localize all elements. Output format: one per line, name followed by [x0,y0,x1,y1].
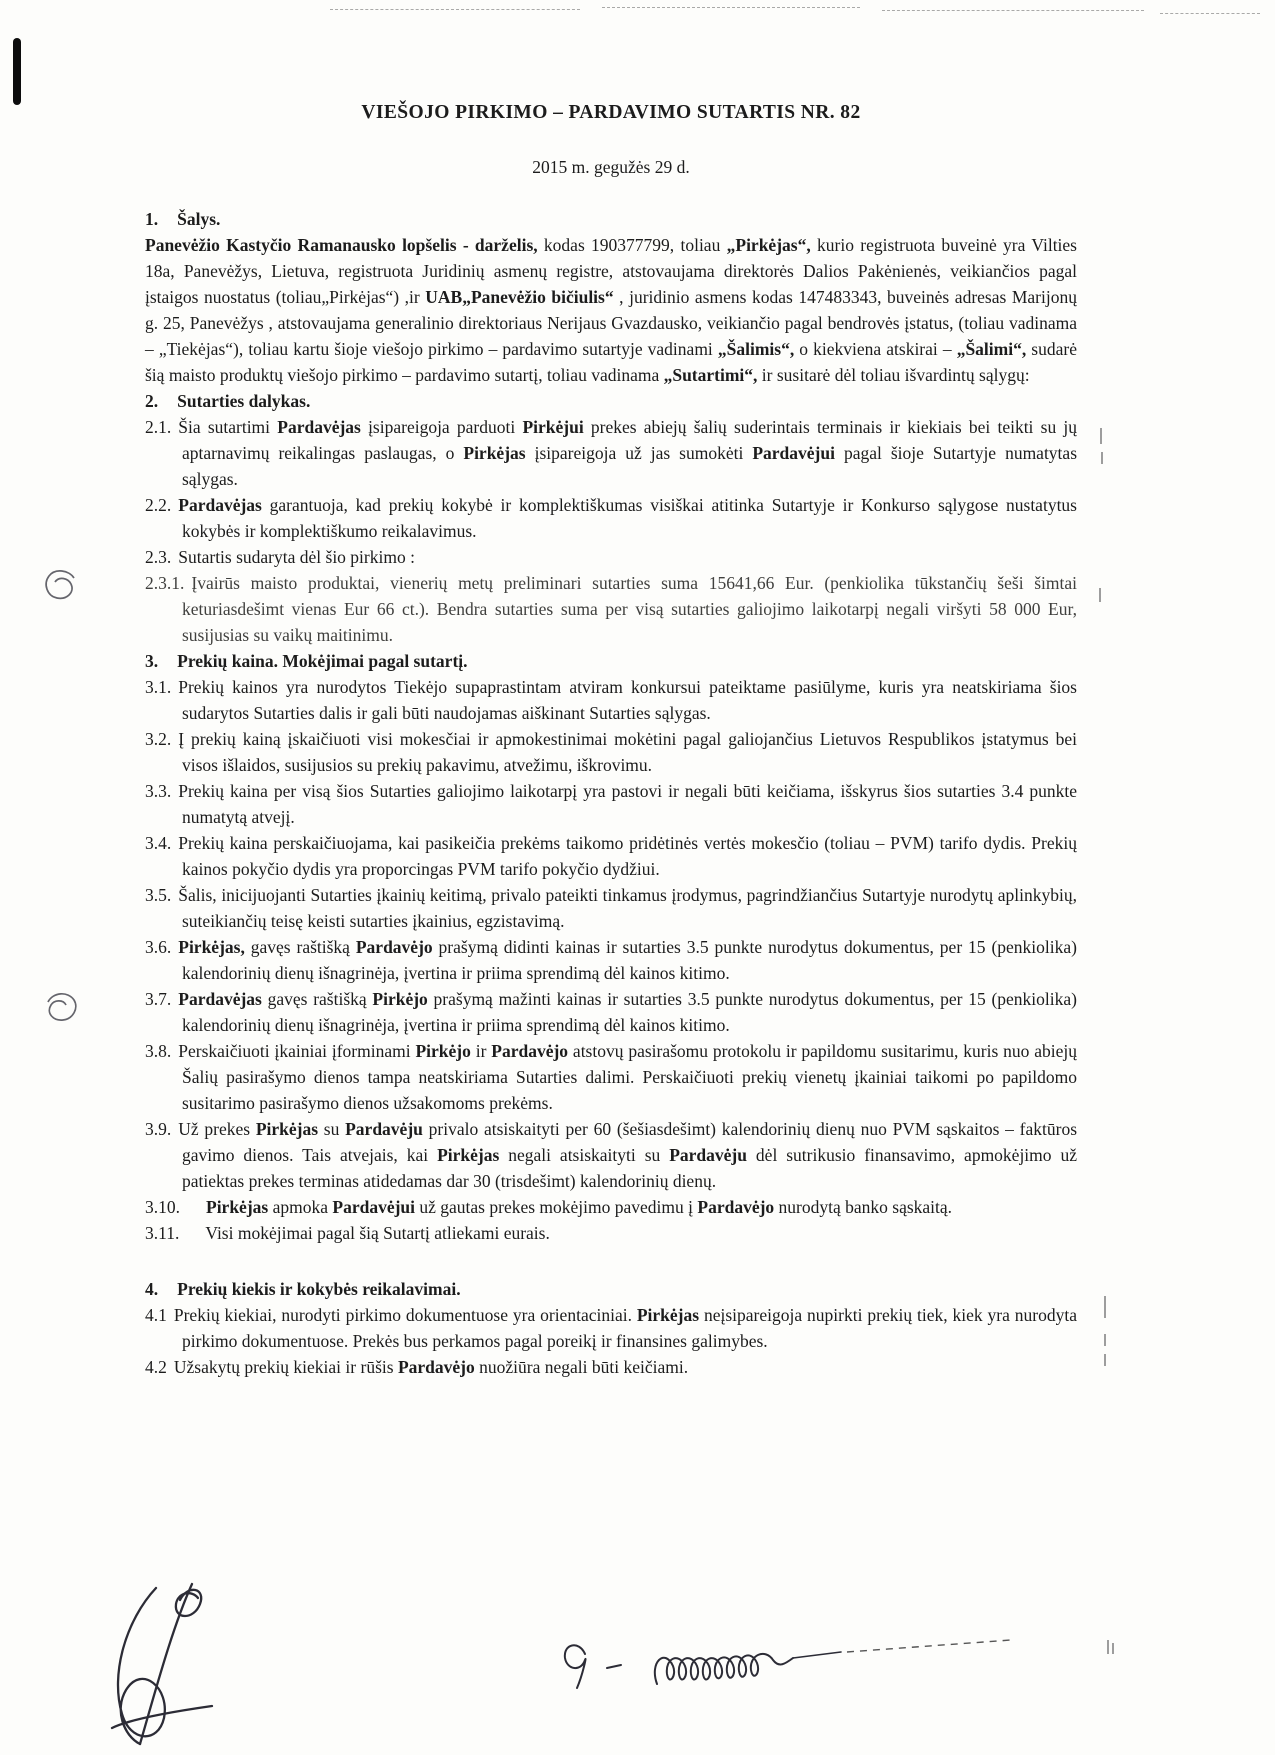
text-run: UAB„Panevėžio bičiulis“ [425,287,614,307]
text-run: Pardavėju [669,1145,747,1165]
clause-number: 2.3. [145,547,172,567]
paragraph [145,232,1077,388]
text-run: ir susitarė dėl toliau išvardintų sąlygų: [757,365,1030,385]
clause-number: 3.7. [145,989,172,1009]
text-run: gavęs raštišką [261,989,373,1009]
scan-edge-dashes [882,10,1144,11]
document-content [145,100,1077,1380]
scan-edge-mark [1104,1354,1106,1366]
numbered-clause [145,492,1077,544]
clause-number: 4. [145,1279,159,1299]
text-run: Pardavėju [345,1119,423,1139]
text-run: Už prekes [178,1119,256,1139]
text-run: Pirkėjas [206,1197,269,1217]
scan-edge-dashes [602,7,860,8]
text-run: Prekių kiekis ir kokybės reikalavimai. [177,1279,461,1299]
text-run: Pardavėjas [178,495,262,515]
text-run: Prekių kainos yra nurodytos Tiekėjo supaprastintam atviram konkursui pateiktame pasiūlyme, kuris yra neatskiriama šios sudarytos Sutarties dalis ir gali būti naudojamas aiškinant Sutarties sąlygas. [178,677,1077,723]
text-run: apmoka [268,1197,333,1217]
text-run: įsipareigoja už jas sumokėti [525,443,753,463]
scan-edge-dashes [330,9,580,10]
clause-number: 2.1. [145,417,172,437]
text-run: garantuoja, kad prekių kokybė ir komplektiškumas visiškai atitinka Sutartyje ir Konkurso sąlygose nustatytus kokybės ir komplektiškumo reikalavimus. [182,495,1077,541]
text-run: Prekių kaina perskaičiuojama, kai pasikeičia prekėms taikomo pridėtinės vertės mokesčio (toliau – PVM) tarifo dydis. Prekių kainos pokyčio dydis yra proporcingas PVM tarifo pokyčio dydžiui. [178,833,1077,879]
text-run: Pardavėjas [178,989,262,1009]
scan-edge-mark [1104,1296,1106,1318]
numbered-clause [145,986,1077,1038]
text-run: kodas 190377799, toliau [537,235,727,255]
text-run: sudarė šią maisto produktų viešojo pirkimo – pardavimo sutartį, toliau vadinama [145,339,1077,385]
text-run: Pirkėjo [372,989,428,1009]
numbered-clause [145,934,1077,986]
clause-number: 3.11. [145,1223,180,1243]
clause-number: 3.4. [145,833,172,853]
clause-number: 3. [145,651,159,671]
text-run: Pirkėjo [415,1041,471,1061]
text-run: Sutarties dalykas. [177,391,311,411]
text-run: gavęs raštišką [244,937,356,957]
text-run: Pirkėjas [636,1305,700,1325]
text-run: Užsakytų prekių kiekiai ir rūšis [173,1357,398,1377]
section-heading [145,388,1077,414]
text-run: „Sutartimi“, [663,365,758,385]
text-run: Pirkėjas [437,1145,500,1165]
numbered-clause [145,674,1077,726]
text-run: Šalys. [177,209,221,229]
section-heading [145,648,1077,674]
text-run: Šia sutartimi [178,417,278,437]
document-body [145,206,1077,1380]
numbered-clause [145,414,1077,492]
scan-edge-mark [1104,1334,1106,1346]
numbered-clause [145,1038,1077,1116]
text-run: Pirkėjas [463,443,526,463]
text-run: Visi mokėjimai pagal šią Sutartį atliekami eurais. [205,1223,550,1243]
scan-edge-mark [1101,452,1103,464]
text-run: Prekių kaina per visą šios Sutarties galiojimo laikotarpį yra pastovi ir negali būti keičiama, išskyrus šios sutarties 3.4 punkte numatytą atvejį. [178,781,1077,827]
scan-edge-mark [1107,1640,1109,1654]
text-run: prašymą didinti kainas ir sutarties 3.5 punkte nurodytus dokumentus, per 15 (penkiolika) kalendorinių dienų išnagrinėja, įvertina ir priima sprendimą dėl kainos kitimo. [182,937,1077,983]
scan-corner-mark [13,38,21,105]
text-run: Panevėžio Kastyčio Ramanausko lopšelis - darželis, [145,235,538,255]
text-run: įsipareigoja parduoti [360,417,523,437]
numbered-clause [145,1116,1077,1194]
scan-edge-mark [1100,428,1102,444]
numbered-clause [145,1220,1077,1246]
text-run: Pardavėjo [397,1357,475,1377]
text-run: „Pirkėjas“, [726,235,811,255]
clause-number: 4.2 [145,1357,167,1377]
text-run: neįsipareigoja nupirkti prekių tiek, kiek yra nurodyta pirkimo dokumentuose. Prekės bus perkamos pagal poreikį ir finansines galimybes. [182,1305,1077,1351]
numbered-clause [145,726,1077,778]
text-run: Pardavėjui [332,1197,416,1217]
text-run: Įvairūs maisto produktai, vienerių metų preliminari sutarties suma 15641,66 Eur. (penkiolika tūkstančių šeši šimtai keturiasdešimt vienas Eur 66 ct.). Bendra sutarties suma per visą sutarties galiojimo laikotarpį negali viršyti 58 000 Eur, susijusias su vaikų maitinimu. [182,573,1077,645]
section-heading [145,1276,1077,1302]
text-run: Į prekių kainą įskaičiuoti visi mokesčiai ir apmokestinimai mokėtini pagal galiojančius Lietuvos Respublikos įstatymus bei visos išlaidos, susijusios su prekių pakavimu, atvežimu, iškrovimu. [178,729,1077,775]
numbered-clause [145,1194,1077,1220]
numbered-clause [145,1302,1077,1354]
scan-edge-dashes [1160,13,1260,14]
text-run: Pardavėjui [752,443,835,463]
text-run: Šalis, inicijuojanti Sutarties įkainių keitimą, privalo pateikti tinkamus įrodymus, pagrindžiančius Sutartyje nurodytų aplinkybių, suteikiančių teisę keisti sutarties įkainius, egzistavimą. [178,885,1077,931]
text-run: Sutartis sudaryta dėl šio pirkimo : [178,547,415,567]
clause-number: 3.10. [145,1197,180,1217]
text-run: Pirkėjui [522,417,584,437]
clause-number: 3.8. [145,1041,172,1061]
text-run: Pirkėjas [255,1119,319,1139]
clause-number: 2.2. [145,495,172,515]
text-run: Pardavėjo [355,937,433,957]
clause-number: 3.3. [145,781,172,801]
clause-number: 2.3.1. [145,573,185,593]
text-run: „Šalimis“, [717,339,795,359]
text-run: privalo atsiskaityti per 60 (šešiasdešimt) kalendorinių dienų nuo PVM sąskaitos – faktūros gavimo dienos. Tais atvejais, kai [182,1119,1078,1165]
text-run: Perskaičiuoti įkainiai įforminami [178,1041,416,1061]
numbered-clause [145,778,1077,830]
stamp-mark [40,566,82,604]
signature-right [555,1626,1025,1710]
clause-number: 3.6. [145,937,172,957]
text-run: su [318,1119,346,1139]
text-run: nuožiūra negali būti keičiami. [474,1357,689,1377]
numbered-clause [145,544,1077,570]
text-run: negali atsiskaityti su [499,1145,670,1165]
numbered-clause [145,882,1077,934]
scan-edge-mark [1099,588,1101,602]
clause-number: 2. [145,391,159,411]
numbered-clause [145,1354,1077,1380]
text-run: prekes abiejų šalių suderintais terminais ir kiekiais bei teikti su jų aptarnavimų reikalingas paslaugas, o [182,417,1078,463]
clause-number: 4.1 [145,1305,167,1325]
numbered-clause [145,830,1077,882]
text-run: Pardavėjo [491,1041,569,1061]
text-run: pagal šioje Sutartyje numatytas sąlygas. [182,443,1078,489]
text-run: o kiekviena atskirai – [794,339,957,359]
clause-number: 3.9. [145,1119,172,1139]
clause-number: 3.1. [145,677,172,697]
clause-number: 3.5. [145,885,172,905]
clause-number: 3.2. [145,729,172,749]
text-run: „Šalimi“, [956,339,1027,359]
scan-edge-mark [1112,1643,1114,1654]
text-run: Pardavėjo [697,1197,775,1217]
text-run: Pardavėjas [277,417,361,437]
document-title: VIEŠOJO PIRKIMO – PARDAVIMO SUTARTIS NR. 82 [361,102,861,123]
numbered-clause [145,570,1077,648]
text-run: dėl sutrikusio finansavimo, apmokėjimo už patiektas prekes terminas atidedamas dar 30 (trisdešimt) kalendorinių dienų. [182,1145,1077,1191]
text-run: Prekių kiekiai, nurodyti pirkimo dokumentuose yra orientaciniai. [173,1305,637,1325]
section-heading [145,206,1077,232]
text-run: kurio registruota buveinė yra Vilties 18a, Panevėžys, Lietuva, registruota Juridinių asmenų registre, atstovaujama direktorės Dalios Pakėnienės, veikiančios pagal įstaigos nuostatus (toliau„Pirkėjas“) ,ir [145,235,1077,307]
text-run: nurodytą banko sąskaitą. [774,1197,953,1217]
signature-left [92,1578,232,1750]
stamp-mark [40,988,82,1026]
document-date: 2015 m. gegužės 29 d. [532,157,690,177]
text-run: , juridinio asmens kodas 147483343, buveinės adresas Marijonų g. 25, Panevėžys , atstovaujama generalinio direktoriaus Nerijaus Gvazdausko, veikiančio pagal bendrovės įstatus, (toliau vadinama – „Tiekėjas“), toliau kartu šioje viešojo pirkimo – pardavimo sutartyje vadinami [145,287,1077,359]
text-run: ir [470,1041,492,1061]
clause-number: 1. [145,209,159,229]
text-run: atstovų pasirašomu protokolu ir papildomu susitarimu, kuris nuo abiejų Šalių pasirašymo dienos tampa neatskiriama Sutarties dalimi. Perskaičiuoti prekių vienetų įkainiai taikomi po papildomo susitarimo pasirašymo dienos užsakomoms prekėms. [182,1041,1077,1113]
text-run: prašymą mažinti kainas ir sutarties 3.5 punkte nurodytus dokumentus, per 15 (penkiolika) kalendorinių dienų išnagrinėja, įvertina ir priima sprendimą dėl kainos kitimo. [182,989,1077,1035]
text-run: Pirkėjas, [178,937,245,957]
text-run: Prekių kaina. Mokėjimai pagal sutartį. [177,651,468,671]
text-run: už gautas prekes mokėjimo pavedimu į [415,1197,698,1217]
